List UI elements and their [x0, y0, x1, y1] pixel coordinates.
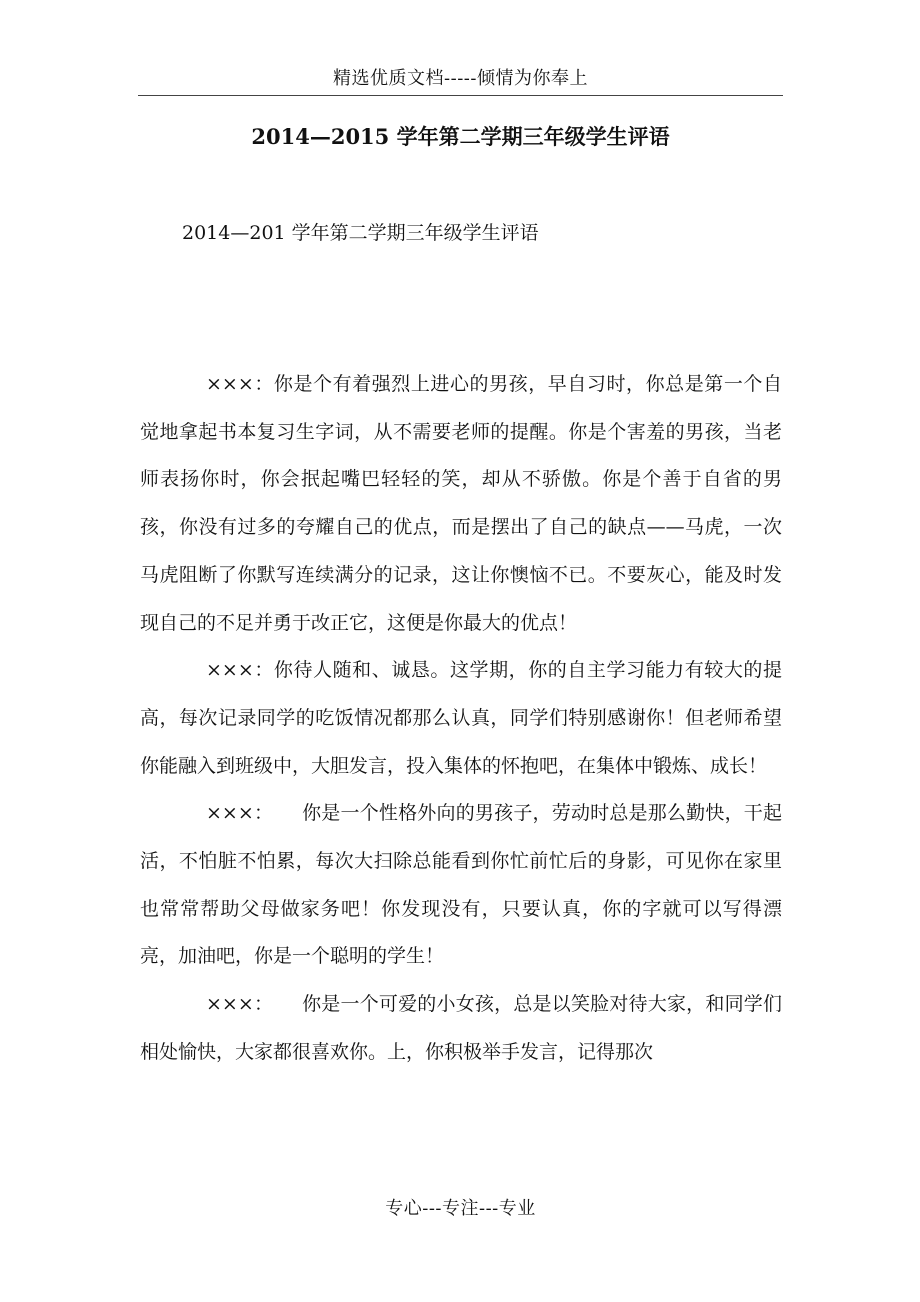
student-comment-2: ×××：你待人随和、诚恳。这学期，你的自主学习能力有较大的提高，每次记录同学的吃饭情况都那么认真，同学们特别感谢你！但老师希望你能融入到班级中，大胆发言，投入集体的怀抱吧，在集体中锻炼、成长！ [140, 659, 782, 777]
header-divider [138, 95, 783, 96]
document-title: 2014—2015 学年第二学期三年级学生评语 [251, 124, 670, 149]
document-subtitle: 2014—201 学年第二学期三年级学生评语 [182, 222, 539, 244]
student-comment-1: ×××：你是个有着强烈上进心的男孩，早自习时，你总是第一个自觉地拿起书本复习生字词，从不需要老师的提醒。你是个害羞的男孩，当老师表扬你时，你会抿起嘴巴轻轻的笑，却从不骄傲。你是个善于自省的男孩，你没有过多的夸耀自己的优点，而是摆出了自己的缺点——马虎，一次马虎阻断了你默写连续满分的记录，这让你懊恼不已。不要灰心，能及时发现自己的不足并勇于改正它，这便是你最大的优点！ [140, 373, 782, 634]
document-body [140, 361, 782, 1077]
student-comment-4: ×××： 你是一个可爱的小女孩，总是以笑脸对待大家，和同学们相处愉快，大家都很喜欢你。上，你积极举手发言，记得那次 [140, 993, 782, 1063]
student-comment-3: ×××： 你是一个性格外向的男孩子，劳动时总是那么勤快，干起活，不怕脏不怕累，每次大扫除总能看到你忙前忙后的身影，可见你在家里也常常帮助父母做家务吧！你发现没有，只要认真，你的字就可以写得漂亮，加油吧，你是一个聪明的学生！ [140, 802, 782, 968]
page-footer: 专心---专注---专业 [385, 1198, 536, 1219]
page-header: 精选优质文档-----倾情为你奉上 [333, 68, 588, 89]
